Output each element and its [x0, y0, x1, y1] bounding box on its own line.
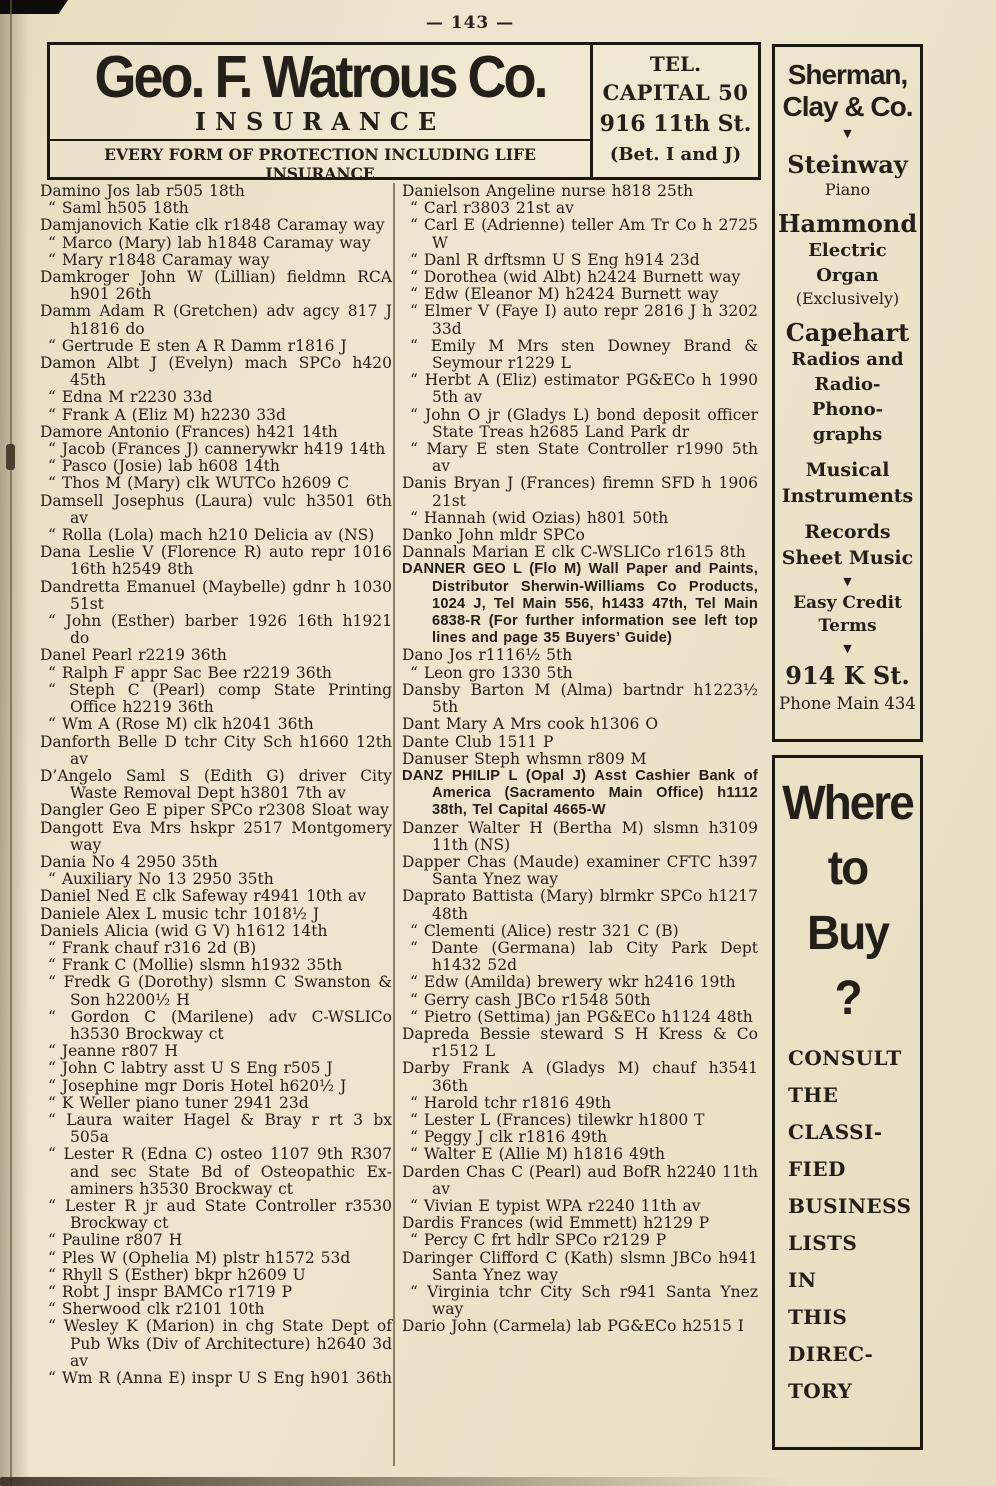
directory-entry: “ Dante (Germana) lab City Park Dept h1432 52d [410, 938, 758, 975]
sherman-ad-line: Instruments [781, 485, 914, 507]
directory-entry: Daniel Ned E clk Safeway r4941 10th av [40, 887, 367, 906]
page-bottom-edge [0, 1477, 790, 1486]
column-divider-rule [393, 183, 395, 1466]
directory-entry: “ Mary r1848 Caramay way [48, 250, 270, 269]
down-triangle-icon: ▼ [843, 127, 852, 140]
directory-entry: Dandretta Emanuel (Maybelle) gdnr h 1030 51st [40, 577, 392, 613]
directory-entry: Dante Club 1511 P [402, 732, 554, 751]
directory-entry: Darby Frank A (Gladys M) chauf h3541 36th [402, 1059, 758, 1095]
sherman-ad-line: Hammond [777, 209, 918, 238]
directory-entry: “ Herbt A (Eliz) estimator PG&ECo h 1990 5th av [410, 371, 758, 407]
directory-entry: “ Lester L (Frances) tilewkr h1800 T [410, 1110, 705, 1129]
directory-entry: “ Laura waiter Hagel & Bray r rt 3 bx 505a [48, 1110, 392, 1147]
directory-entry: “ Gertrude E sten A R Damm r1816 J [48, 336, 347, 355]
where-body-line: THIS [788, 1305, 848, 1329]
directory-entry: Damino Jos lab r505 18th [40, 182, 245, 200]
directory-entry: “ Emily M Mrs sten Downey Brand & Seymour r1229 L [410, 336, 758, 373]
sherman-ad-line: Organ [816, 265, 879, 286]
directory-entry: “ John (Esther) barber 1926 16th h1921 do [48, 612, 392, 648]
where-body-line: CLASSI- [788, 1120, 883, 1144]
directory-entry: “ Jacob (Frances J) cannerywkr h419 14th [48, 440, 386, 459]
directory-entry: Daniele Alex L music tchr 1018½ J [40, 904, 320, 923]
watrous-insurance-ad [47, 42, 761, 183]
directory-entry: “ Edna M r2230 33d [48, 388, 213, 407]
sherman-ad-line: Piano [824, 180, 871, 199]
directory-column-right [402, 183, 758, 1336]
where-title-line: Where [782, 774, 913, 830]
directory-entry: “ K Weller piano tuner 2941 23d [48, 1093, 309, 1112]
binding-shadow [0, 0, 30, 1486]
directory-entry: “ Josephine mgr Doris Hotel h620½ J [48, 1076, 347, 1095]
directory-entry: Dansby Barton M (Alma) bartndr h1223½ 5th [402, 680, 758, 717]
directory-entry: “ Saml h505 18th [48, 199, 189, 218]
where-body-line: TORY [788, 1379, 853, 1403]
directory-entry: Dangott Eva Mrs hskpr 2517 Montgomery way [40, 818, 392, 854]
page-number: — 143 — [425, 13, 515, 33]
directory-entry: Dano Jos r1116½ 5th [402, 646, 573, 665]
sherman-ad-line: Phone Main 434 [779, 694, 916, 713]
directory-entry: Damon Albt J (Evelyn) mach SPCo h420 45th [40, 354, 392, 390]
sherman-ad-line: Steinway [787, 150, 908, 179]
watrous-tel-number: CAPITAL 50 [602, 80, 749, 105]
directory-entry: “ Gerry cash JBCo r1548 50th [410, 990, 651, 1009]
where-body-line: THE [788, 1083, 839, 1107]
directory-entry: “ Virginia tchr City Sch r941 Santa Ynez way [410, 1283, 758, 1319]
where-body-line: FIED [788, 1157, 846, 1181]
sherman-ad-line: graphs [812, 424, 883, 445]
directory-entry: “ Frank A (Eliz M) h2230 33d [48, 405, 286, 424]
sherman-ad-line: Records [804, 521, 891, 543]
where-body-line: IN [788, 1268, 817, 1292]
sherman-ad-line: Musical [805, 459, 890, 481]
sherman-ad-line: Radios and [791, 349, 904, 370]
sherman-ad-line: 914 K St. [785, 661, 910, 690]
directory-entry: Danuser Steph whsmn r809 M [402, 749, 647, 768]
directory-entry: “ Carl r3803 21st av [410, 199, 574, 218]
directory-entry: “ Hannah (wid Ozias) h801 50th [410, 508, 669, 527]
directory-entry: “ Lester R (Edna C) osteo 1107 9th R307 and sec State Bd of Osteopathic Examiners h3530 Brockway ct [48, 1145, 392, 1198]
where-to-buy-title [775, 770, 920, 1030]
directory-entry: Danielson Angeline nurse h818 25th [402, 182, 694, 200]
directory-entry: Dario John (Carmela) lab PG&ECo h2515 I [402, 1317, 744, 1336]
where-title-line: to [827, 839, 868, 895]
directory-entry: “ Steph C (Pearl) comp State Printing Office h2219 36th [48, 680, 392, 717]
directory-entry: Damore Antonio (Frances) h421 14th [40, 422, 338, 441]
watrous-ad-contact [593, 45, 758, 177]
sherman-ad-line: Clay & Co. [782, 91, 913, 122]
directory-entry: Dant Mary A Mrs cook h1306 O [402, 715, 659, 734]
sherman-ad-line: Phono- [811, 399, 884, 420]
page-crease [10, 0, 12, 1486]
directory-entry: “ Clementi (Alice) restr 321 C (B) [410, 921, 679, 940]
watrous-address-note: (Bet. I and J) [609, 144, 742, 165]
directory-entry: “ John C labtry asst U S Eng r505 J [48, 1059, 333, 1078]
directory-column-left [40, 183, 392, 1387]
sherman-ad-line: Sherman, [787, 59, 908, 90]
directory-entry: “ Ples W (Ophelia M) plstr h1572 53d [48, 1248, 351, 1267]
directory-entry: “ Edw (Amilda) brewery wkr h2416 19th [410, 973, 736, 992]
where-to-buy-ad [772, 755, 923, 1450]
sherman-clay-ad [772, 44, 923, 742]
directory-entry: D’Angelo Saml S (Edith G) driver City Waste Removal Dept h3801 7th av [40, 766, 392, 803]
directory-entry: Danforth Belle D tchr City Sch h1660 12th av [40, 732, 392, 768]
sherman-ad-line: Capehart [785, 318, 910, 347]
sherman-ad-line: (Exclusively) [795, 289, 900, 308]
directory-entry: Darden Chas C (Pearl) aud BofR h2240 11th av [402, 1162, 758, 1198]
sherman-ad-line: Easy Credit [793, 593, 902, 613]
directory-entry: “ Rhyll S (Esther) bkpr h2609 U [48, 1265, 306, 1284]
directory-entry: Danel Pearl r2219 36th [40, 646, 227, 665]
directory-entry: “ Rolla (Lola) mach h210 Delicia av (NS) [48, 526, 375, 545]
directory-entry: “ Elmer V (Faye I) auto repr 2816 J h 3202 33d [410, 302, 758, 338]
directory-entry: “ Lester R jr aud State Controller r3530 Brockway ct [48, 1196, 392, 1233]
directory-entry: “ Robt J inspr BAMCo r1719 P [48, 1283, 293, 1301]
directory-entry: Dapper Chas (Maude) examiner CFTC h397 Santa Ynez way [402, 852, 758, 889]
watrous-address: 916 11th St. [599, 111, 752, 137]
sherman-ad-line: Sheet Music [781, 547, 914, 569]
directory-entry: DANZ PHILIP L (Opal J) Asst Cashier Bank of America (Sacramento Main Office) h1112 38th, Tel Capital 4665-W [402, 767, 758, 819]
watrous-category: INSURANCE [194, 107, 446, 136]
directory-entry: “ Pauline r807 H [48, 1231, 183, 1250]
directory-entry: Damm Adam R (Gretchen) adv agcy 817 J h1816 do [40, 302, 392, 338]
where-to-buy-body [775, 1040, 920, 1410]
directory-entry: “ Wesley K (Marion) in chg State Dept of Pub Wks (Div of Architecture) h2640 3d av [48, 1317, 392, 1370]
where-title-line: ? [834, 969, 861, 1025]
directory-entry: “ Vivian E typist WPA r2240 11th av [410, 1196, 701, 1215]
where-title-line: Buy [807, 904, 888, 960]
watrous-company-name: Geo. F. Watrous Co. [94, 44, 546, 110]
directory-entry: Dania No 4 2950 35th [40, 852, 218, 871]
directory-entry: “ Frank chauf r316 2d (B) [48, 938, 257, 957]
directory-entry: Damjanovich Katie clk r1848 Caramay way [40, 216, 385, 235]
sherman-ad-line: Electric [808, 240, 887, 261]
down-triangle-icon: ▼ [843, 575, 852, 588]
directory-entry: DANNER GEO L (Flo M) Wall Paper and Paints, Distributor Sherwin-Williams Co Products, 1024 J, Tel Main 556, h1433 47th, Tel Main 6838-R (For further information see left top lines and page 35 Buyers’ Guide) [402, 561, 758, 647]
watrous-tel-label: TEL. [649, 52, 702, 76]
directory-entry: “ Percy C frt hdlr SPCo r2129 P [410, 1231, 667, 1250]
directory-entry: “ Dorothea (wid Albt) h2424 Burnett way [410, 268, 741, 287]
directory-entry: “ John O jr (Gladys L) bond deposit officer State Treas h2685 Land Park dr [410, 405, 758, 441]
directory-entry: Dannals Marian E clk C-WSLICo r1615 8th [402, 543, 746, 562]
directory-entry: “ Wm A (Rose M) clk h2041 36th [48, 715, 314, 734]
sherman-ad-line: Terms [818, 616, 877, 636]
directory-entry: “ Harold tchr r1816 49th [410, 1093, 612, 1112]
directory-entry: “ Pasco (Josie) lab h608 14th [48, 457, 280, 476]
directory-entry: Danzer Walter H (Bertha M) slsmn h3109 11th (NS) [402, 818, 758, 854]
directory-entry: Damkroger John W (Lillian) fieldmn RCA h901 26th [40, 268, 392, 304]
directory-entry: Danko John mldr SPCo [402, 526, 585, 545]
directory-entry: Dangler Geo E piper SPCo r2308 Sloat way [40, 801, 389, 820]
directory-entry: “ Peggy J clk r1816 49th [410, 1128, 608, 1147]
directory-entry: “ Danl R drftsmn U S Eng h914 23d [410, 250, 700, 269]
directory-entry: “ Gordon C (Marilene) adv C-WSLICo h3530 Brockway ct [48, 1007, 392, 1043]
where-body-line: CONSULT [788, 1046, 902, 1070]
directory-entry: Dardis Frances (wid Emmett) h2129 P [402, 1214, 710, 1233]
directory-entry: Daprato Battista (Mary) blrmkr SPCo h1217 48th [402, 887, 758, 923]
directory-entry: Danis Bryan J (Frances) firemn SFD h 1906 21st [402, 474, 758, 510]
where-body-line: LISTS [788, 1231, 858, 1255]
directory-entry: Daniels Alicia (wid G V) h1612 14th [40, 921, 328, 940]
sherman-ad-line: Radio- [814, 374, 881, 395]
directory-entry: Dana Leslie V (Florence R) auto repr 1016 16th h2549 8th [40, 543, 392, 579]
directory-entry: “ Frank C (Mollie) slsmn h1932 35th [48, 956, 343, 975]
watrous-tagline: EVERY FORM OF PROTECTION INCLUDING LIFE INSURANCE [50, 139, 590, 183]
directory-entry: “ Carl E (Adrienne) teller Am Tr Co h 2725 W [410, 216, 758, 252]
directory-entry: “ Leon gro 1330 5th [410, 663, 573, 682]
directory-entry: “ Sherwood clk r2101 10th [48, 1300, 265, 1319]
page-crease-notch [6, 444, 15, 470]
directory-entry: “ Auxiliary No 13 2950 35th [48, 870, 274, 889]
directory-entry: “ Ralph F appr Sac Bee r2219 36th [48, 663, 332, 682]
directory-entry: “ Jeanne r807 H [48, 1042, 178, 1061]
directory-entry: “ Fredk G (Dorothy) slsmn C Swanston & Son h2200½ H [48, 973, 392, 1009]
where-body-line: DIREC- [788, 1342, 874, 1366]
directory-entry: “ Thos M (Mary) clk WUTCo h2609 C [48, 474, 350, 493]
directory-entry: Daringer Clifford C (Kath) slsmn JBCo h941 Santa Ynez way [402, 1248, 758, 1284]
directory-entry: “ Pietro (Settima) jan PG&ECo h1124 48th [410, 1007, 753, 1026]
down-triangle-icon: ▼ [843, 642, 852, 655]
directory-entry: “ Edw (Eleanor M) h2424 Burnett way [410, 285, 719, 304]
directory-entry: “ Walter E (Allie M) h1816 49th [410, 1145, 665, 1164]
where-body-line: BUSINESS [788, 1194, 912, 1218]
directory-entry: “ Marco (Mary) lab h1848 Caramay way [48, 233, 371, 252]
directory-entry: “ Mary E sten State Controller r1990 5th av [410, 440, 758, 476]
watrous-ad-left [50, 44, 593, 183]
directory-entry: “ Wm R (Anna E) inspr U S Eng h901 36th [48, 1369, 392, 1388]
directory-entry: Dapreda Bessie steward S H Kress & Co r1512 L [402, 1024, 758, 1061]
directory-entry: Damsell Josephus (Laura) vulc h3501 6th av [40, 491, 392, 527]
